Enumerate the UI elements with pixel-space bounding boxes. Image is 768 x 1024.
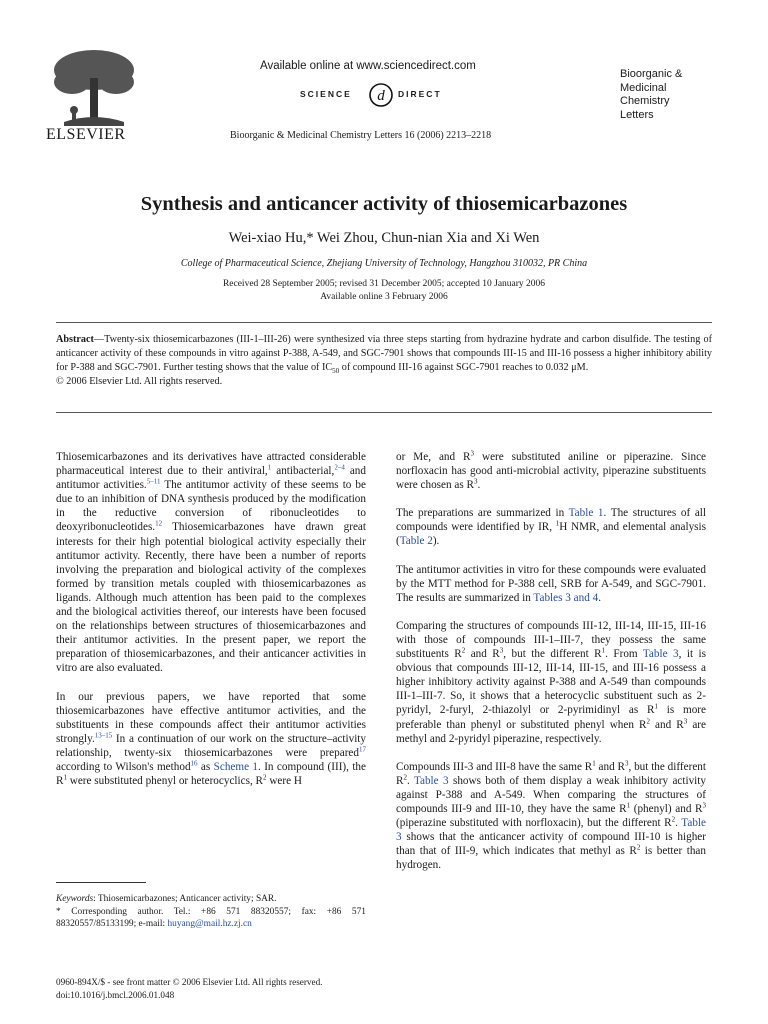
text: In a continuation of our work on the structure–activity relationship, twenty-six thiosemicarbazones were prepared xyxy=(56,732,366,759)
paragraph xyxy=(56,450,366,676)
text: H NMR, and elemental analysis ( xyxy=(396,521,706,548)
table-link[interactable]: Table 1 xyxy=(568,507,604,520)
text: . The structures of all compounds were identified by IR, xyxy=(396,507,706,534)
text: (piperazine substituted with norfloxacin), but the different R xyxy=(396,817,672,830)
footnotes xyxy=(56,893,366,931)
text: were H xyxy=(266,775,302,788)
superscript: 2 xyxy=(403,773,407,782)
text: and R xyxy=(649,718,684,731)
issn-line: 0960-894X/$ - see front matter © 2006 Elsevier Ltd. All rights reserved. xyxy=(56,977,323,987)
journal-line: Letters xyxy=(620,108,654,121)
table-link[interactable]: Table 3 xyxy=(642,648,679,661)
superscript: 3 xyxy=(624,758,629,767)
keywords xyxy=(56,893,366,906)
superscript: 3 xyxy=(683,716,688,725)
reference-link[interactable]: 12 xyxy=(155,519,163,528)
publisher-name: ELSEVIER xyxy=(46,126,126,143)
text: . xyxy=(598,591,601,604)
text: as xyxy=(197,760,214,773)
text: , but the different R xyxy=(396,760,706,787)
journal-line: Chemistry xyxy=(620,95,670,107)
superscript: 2 xyxy=(646,716,650,725)
bottom-info xyxy=(56,976,322,1002)
svg-text:d: d xyxy=(377,88,385,104)
table-link[interactable]: Table 2 xyxy=(399,535,433,548)
text: shows both of them display a weak inhibitory activity against P-388 and A-549. When comparing the structures of compounds III-9 and III-10, they have the same R xyxy=(396,774,706,815)
corresponding-text: * Corresponding author. Tel.: +86 571 88320557; fax: +86 571 88320557/85133199; e-mail: xyxy=(56,906,366,929)
superscript: 3 xyxy=(473,477,478,486)
abstract-text: of compound III-16 against SGC-7901 reaches to 0.032 μM. xyxy=(339,362,589,373)
text: Thiosemicarbazones and its derivatives have attracted considerable pharmaceutical interest due to their antiviral, xyxy=(56,451,366,478)
text: The antitumor activities in vitro for these compounds were evaluated by the MTT method for P-388 cell, SRB for A-549, and SGC-7901. The results are summarized in xyxy=(396,563,706,604)
text: and R xyxy=(595,760,625,773)
text: , but the different R xyxy=(503,648,602,661)
reference-link[interactable]: 16 xyxy=(190,759,198,768)
sd-at-icon xyxy=(368,82,394,108)
footnote-rule xyxy=(56,882,146,883)
journal-line: Medicinal xyxy=(620,81,667,94)
superscript: 1 xyxy=(63,773,67,782)
online-date: Available online 3 February 2006 xyxy=(320,292,448,302)
superscript: 1 xyxy=(626,801,631,810)
superscript: 1 xyxy=(654,702,658,711)
superscript: 1 xyxy=(555,519,560,528)
text: and R xyxy=(465,648,500,661)
journal-line: Bioorganic & xyxy=(620,68,683,80)
sd-logo-right: DIRECT xyxy=(398,89,442,99)
scheme-link[interactable]: Scheme 1 xyxy=(213,760,259,773)
text: Thiosemicarbazones have drawn great interests for their high potential biological activity especially their antitumor activity. Recently, there have been a number of reports involving the preparation and biological activity of the complexes formed by transition metals coupled with thiosemicarbazones as ligands. Although much attention has been paid to the complexes and the biological activities thereof, our interests have been focused on the relationships between structures of thiosemicarbazones and their antitumor activities. In the present paper, we report the preparation of thiosemicarbazones, and their anticancer activities in vitro are also evaluated. xyxy=(56,521,366,675)
superscript: 3 xyxy=(499,646,504,655)
reference-link[interactable]: 5–11 xyxy=(146,477,161,486)
text: Comparing the structures of compounds III-12, III-14, III-15, III-16 with those of compounds III-1–III-7, they possess the same substituents R xyxy=(396,619,706,661)
text: The preparations are summarized in xyxy=(396,507,569,520)
paragraph xyxy=(396,450,706,492)
text: (phenyl) and R xyxy=(630,802,703,815)
doi-line: doi:10.1016/j.bmcl.2006.01.048 xyxy=(56,990,175,1000)
corresponding-author xyxy=(56,906,366,931)
text: or Me, and R xyxy=(396,451,471,463)
text: were substituted aniline or piperazine. Since norfloxacin has good anti-microbial activity, piperazine substituents were chosen as R xyxy=(396,451,706,492)
superscript: 3 xyxy=(470,449,475,458)
abstract-copyright: © 2006 Elsevier Ltd. All rights reserved. xyxy=(56,376,223,387)
right-column xyxy=(396,450,706,886)
text: is better than hydrogen. xyxy=(396,845,706,872)
text: . In compound (III), the R xyxy=(56,760,366,788)
reference-link[interactable]: 2–4 xyxy=(334,463,345,472)
text: and antitumor activities. xyxy=(56,465,366,492)
sd-logo-left: SCIENCE xyxy=(300,89,352,99)
superscript: 2 xyxy=(263,773,267,782)
abstract-top-rule xyxy=(56,322,712,323)
paragraph xyxy=(396,619,706,746)
email-link[interactable]: huyang@mail.hz.zj.cn xyxy=(167,919,252,929)
text: . xyxy=(477,479,481,492)
abstract xyxy=(56,333,712,389)
reference-link[interactable]: 17 xyxy=(359,745,366,754)
superscript: 1 xyxy=(592,758,596,767)
received-dates: Received 28 September 2005; revised 31 December 2005; accepted 10 January 2006 xyxy=(222,279,546,289)
text: were substituted phenyl or heterocyclics, R xyxy=(66,775,264,788)
text: . From xyxy=(605,648,643,661)
keywords-text: : Thiosemicarbazones; Anticancer activity; SAR. xyxy=(93,894,277,904)
text: . xyxy=(406,774,414,787)
journal-citation: Bioorganic & Medicinal Chemistry Letters 16 (2006) 2213–2218 xyxy=(230,130,492,141)
left-column xyxy=(56,450,366,802)
text: In our previous papers, we have reported that some thiosemicarbazones have effective antitumor activities, and the substituents in these compounds affect their antitumor activities strongly. xyxy=(56,690,366,745)
elsevier-tree-logo xyxy=(44,48,144,128)
keywords-label: Keywords xyxy=(56,894,94,904)
superscript: 2 xyxy=(636,843,641,852)
subscript: 50 xyxy=(332,367,340,376)
available-online-line: Available online at www.sciencedirect.com xyxy=(260,60,476,72)
authors: Wei-xiao Hu,* Wei Zhou, Chun-nian Xia and Xi Wen xyxy=(228,230,540,246)
text: Compounds III-3 and III-8 have the same R xyxy=(396,760,593,773)
reference-link[interactable]: 13–15 xyxy=(94,731,113,740)
text: according to Wilson's method xyxy=(56,760,191,773)
text: is more preferable than phenyl or substituted phenyl when R xyxy=(396,704,706,731)
abstract-label: Abstract xyxy=(56,334,94,345)
abstract-text: —Twenty-six thiosemicarbazones (III-1–III-26) were synthesized via three steps starting from hydrazine hydrate and carbon disulfide. The testing of anticancer activity of these compounds in vitro against P-388, A-549, and SGC-7901 shows that compounds III-15 and III-16 possess a higher inhibitory ability for P-388 and SGC-7901. Further testing shows that the value of IC xyxy=(56,334,712,373)
table-link[interactable]: Table 3 xyxy=(413,774,449,787)
article-title: Synthesis and anticancer activity of thiosemicarbazones xyxy=(140,193,628,215)
affiliation: College of Pharmaceutical Science, Zhejiang University of Technology, Hangzhou 310032, PR China xyxy=(180,258,588,269)
journal-name xyxy=(620,68,682,122)
paragraph xyxy=(396,563,706,605)
sciencedirect-logo xyxy=(300,82,480,108)
text: antibacterial, xyxy=(271,465,335,478)
superscript: 1 xyxy=(601,646,606,655)
reference-link[interactable]: 1 xyxy=(267,463,272,472)
text: The antitumor activity of these seems to be due to an inhibition of DNA synthesis produced by the modification in the reductive conversion of ribonucleotides to deoxyribonucleotides. xyxy=(56,479,366,534)
superscript: 2 xyxy=(671,815,676,824)
dates xyxy=(0,278,768,304)
text: ). xyxy=(432,535,440,548)
abstract-bottom-rule xyxy=(56,412,712,413)
paragraph xyxy=(396,760,706,873)
text: . xyxy=(675,817,682,830)
text: are methyl and 2-pyridyl piperazine, respectively. xyxy=(396,718,706,745)
table-link[interactable]: Tables 3 and 4 xyxy=(533,591,599,604)
text: shows that the anticancer activity of compound III-10 is higher than that of III-9, which indicates that methyl as R xyxy=(396,831,706,858)
superscript: 3 xyxy=(702,801,706,810)
paragraph xyxy=(56,690,366,789)
text: , it is obvious that compounds III-12, III-14, III-15, and III-16 possess a higher inhibitory activity against P-388 and A-549 than compounds III-1–III-7. So, it shows that a heterocyclic substituent such as 2-pyridyl, 2-furyl, 2-thiazolyl or 2-pyrimidinyl as R xyxy=(396,648,706,717)
paragraph xyxy=(396,506,706,548)
superscript: 2 xyxy=(461,646,466,655)
table-link[interactable]: Table 3 xyxy=(396,817,706,844)
